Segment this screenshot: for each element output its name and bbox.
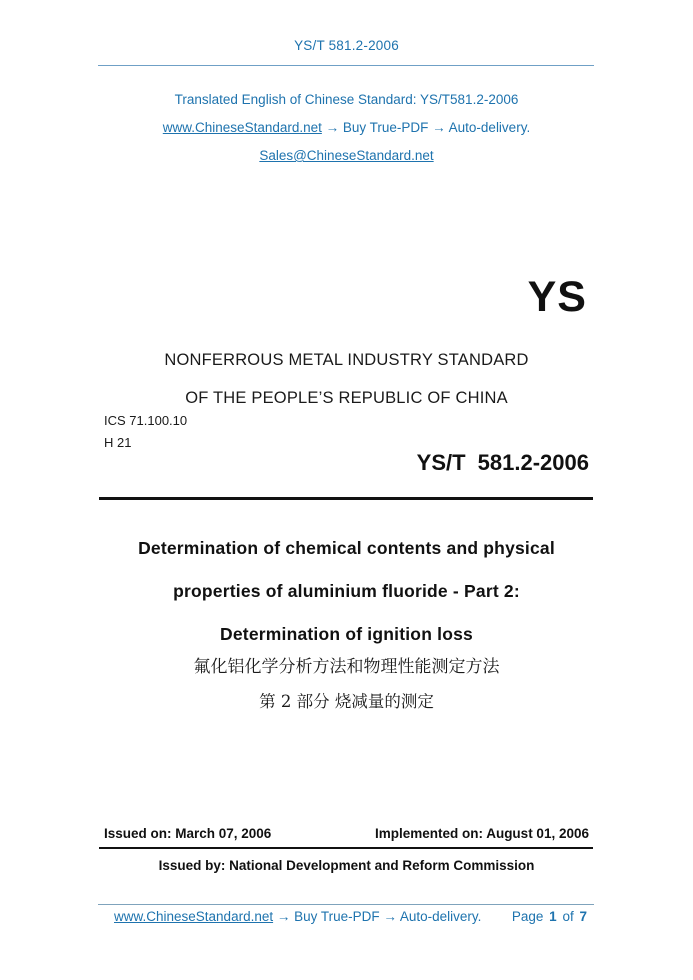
email-link[interactable]: Sales@ChineseStandard.net — [259, 148, 434, 163]
header-sales-line — [0, 148, 693, 163]
page-of-label: of — [562, 909, 574, 924]
footer-buy-rest: → Buy True-PDF → Auto-delivery. — [273, 909, 482, 924]
ics-code: ICS 71.100.10 — [104, 413, 188, 428]
issued-date: Issued on: March 07, 2006 — [104, 826, 272, 841]
buy-line-rest: → Buy True-PDF → Auto-delivery. — [321, 120, 531, 135]
page-current: 1 — [549, 909, 557, 924]
header-buy-line — [0, 120, 693, 135]
org-name-line1: NONFERROUS METAL INDUSTRY STANDARD — [164, 351, 529, 369]
site-link[interactable]: www.ChineseStandard.net — [162, 120, 322, 135]
implemented-date: Implemented on: August 01, 2006 — [374, 826, 589, 841]
org-name-line2: OF THE PEOPLE’S REPUBLIC OF CHINA — [185, 389, 508, 407]
page-indicator — [512, 909, 589, 924]
classification-code: H 21 — [104, 435, 132, 450]
header-doc-code: YS/T 581.2-2006 — [294, 38, 399, 53]
dates-rule — [99, 847, 593, 849]
title-english-line2: properties of aluminium fluoride - Part 2: — [173, 581, 520, 601]
title-english-line1: Determination of chemical contents and physical — [138, 538, 555, 558]
page-total: 7 — [579, 909, 587, 924]
footer-site-link[interactable]: www.ChineseStandard.net — [114, 909, 274, 924]
standard-number-rule — [99, 497, 593, 500]
title-chinese-line2: 第 2 部分 烧减量的测定 — [259, 692, 434, 711]
header-divider — [98, 65, 594, 66]
title-chinese-line1: 氟化铝化学分析方法和物理性能测定方法 — [193, 657, 500, 677]
standard-number: YS/T 581.2-2006 — [416, 450, 589, 475]
ys-logo: YS — [527, 273, 587, 321]
page-label: Page — [511, 909, 544, 924]
footer-buy-line — [114, 909, 481, 924]
title-english-line3: Determination of ignition loss — [220, 624, 473, 644]
issued-by-line: Issued by: National Development and Reform Commission — [158, 858, 535, 873]
footer-divider — [98, 904, 594, 905]
translated-line: Translated English of Chinese Standard: YS/T581.2-2006 — [174, 92, 519, 107]
